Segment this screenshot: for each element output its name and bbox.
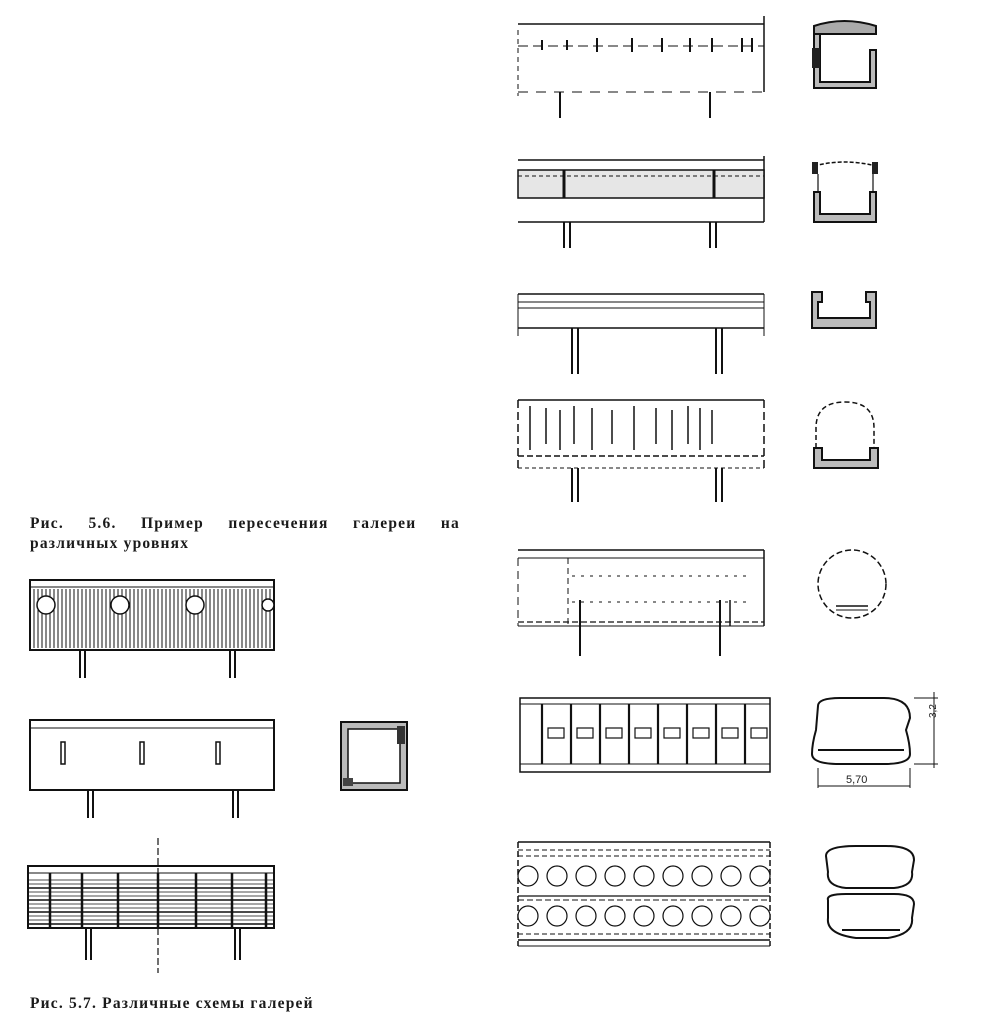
gallery-section-r2: [808, 156, 883, 231]
gallery-porthole: [605, 866, 625, 886]
gallery-elevation-r7: [512, 838, 774, 952]
figure-5-6-caption: [30, 514, 460, 554]
gallery-section-r3: [808, 288, 883, 338]
gallery-window: [606, 728, 622, 738]
gallery-elevation-r5: [512, 544, 772, 660]
gallery-porthole: [721, 906, 741, 926]
gallery-window: [751, 728, 767, 738]
gallery-section-box: [337, 718, 412, 798]
dimension-width-label: 5,70: [846, 774, 868, 786]
gallery-elevation-framed: [26, 838, 281, 973]
gallery-section-r5: [812, 546, 897, 631]
gallery-section-r4: [808, 398, 883, 473]
gallery-elevation-plain: [28, 718, 278, 823]
gallery-elevation-r6: [512, 694, 774, 778]
gallery-window: [577, 728, 593, 738]
gallery-elevation-r4: [512, 394, 772, 504]
gallery-porthole: [605, 906, 625, 926]
figure-5-7-caption: Рис. 5.7. Различные схемы галерей: [30, 995, 314, 1012]
gallery-porthole: [663, 866, 683, 886]
gallery-porthole: [750, 906, 770, 926]
gallery-porthole: [576, 866, 596, 886]
gallery-porthole: [547, 866, 567, 886]
gallery-window: [548, 728, 564, 738]
gallery-porthole: [721, 866, 741, 886]
gallery-elevation-hatched: [28, 578, 278, 683]
gallery-elevation-r2: [512, 156, 772, 252]
gallery-porthole: [634, 906, 654, 926]
gallery-porthole: [576, 906, 596, 926]
gallery-porthole: [692, 906, 712, 926]
gallery-window: [664, 728, 680, 738]
figure-5-6-caption-line-1: Рис. 5.6. Пример пересечения галереи на: [30, 515, 460, 532]
figure-5-6-caption-line-2: различных уровнях: [30, 535, 190, 552]
gallery-porthole: [663, 906, 683, 926]
gallery-section-r1: [808, 14, 883, 94]
gallery-porthole: [692, 866, 712, 886]
gallery-window: [722, 728, 738, 738]
gallery-porthole: [634, 866, 654, 886]
gallery-window: [693, 728, 709, 738]
dimension-height-label: 3,2: [928, 704, 939, 718]
gallery-porthole: [518, 906, 538, 926]
gallery-porthole: [750, 866, 770, 886]
gallery-section-r7: [816, 838, 926, 952]
gallery-elevation-r1: [512, 16, 772, 120]
gallery-porthole: [547, 906, 567, 926]
gallery-porthole: [518, 866, 538, 886]
gallery-window: [635, 728, 651, 738]
gallery-elevation-r3: [512, 288, 772, 380]
